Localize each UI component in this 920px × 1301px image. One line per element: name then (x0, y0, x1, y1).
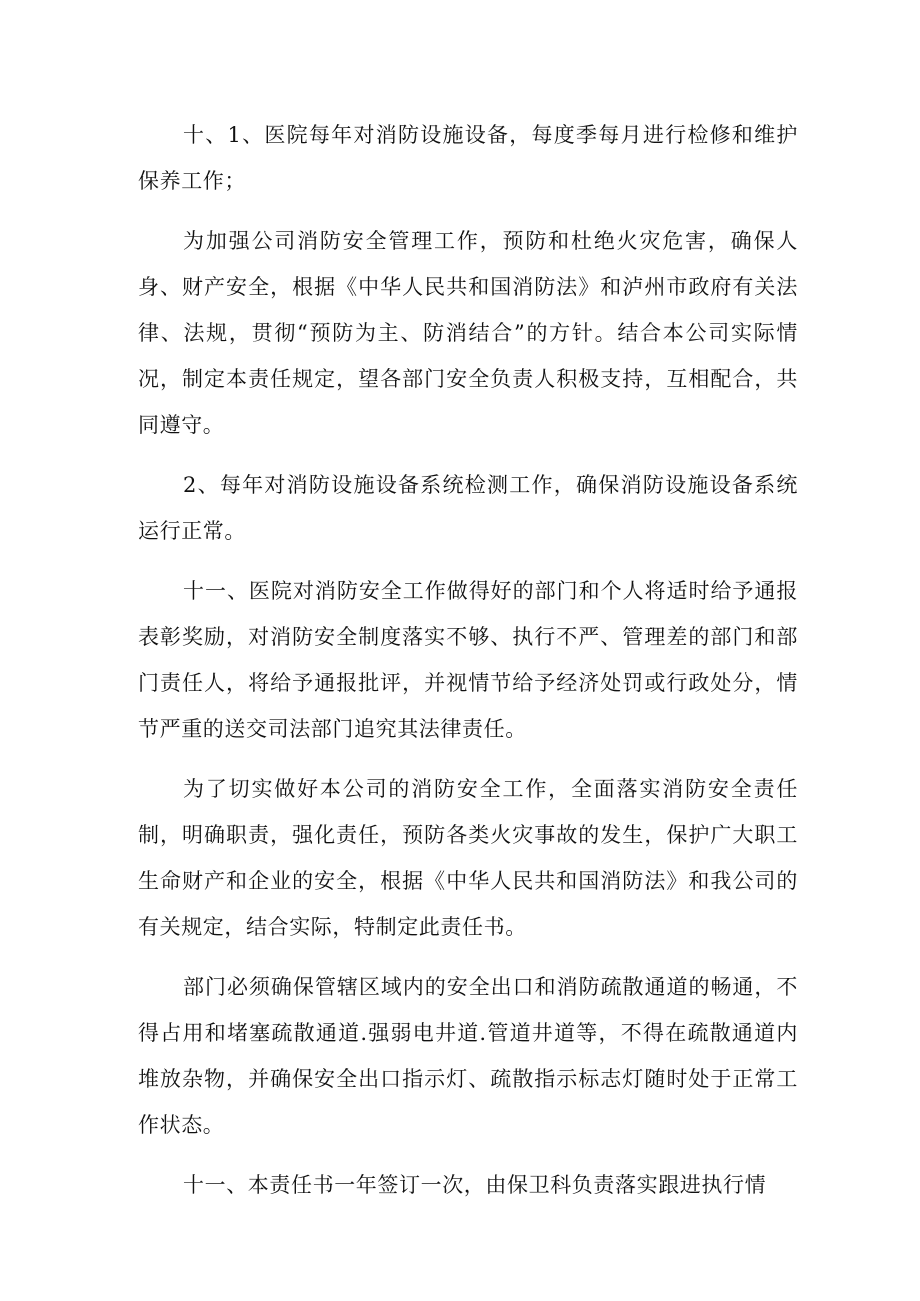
paragraph-inspection-maintenance: 十、1、医院每年对消防设施设备，每度季每月进行检修和维护保养工作； (138, 123, 798, 193)
document-body (138, 112, 798, 1222)
paragraph-evacuation-routes: 部门必须确保管辖区域内的安全出口和消防疏散通道的畅通，不得占用和堵塞疏散通道.强弱电井道.管道井道等，不得在疏散通道内堆放杂物，并确保安全出口指示灯、疏散指示标志灯随时处于正常工作状态。 (138, 975, 798, 1137)
paragraph-annual-signing: 十一、本责任书一年签订一次，由保卫科负责落实跟进执行情 (183, 1173, 767, 1197)
paragraph-rewards-penalties: 十一、医院对消防安全工作做得好的部门和个人将适时给予通报表彰奖励，对消防安全制度落实不够、执行不严、管理差的部门和部门责任人，将给予通报批评，并视情节给予经济处罚或行政处分，情节严重的送交司法部门追究其法律责任。 (138, 579, 798, 741)
paragraph-annual-testing: 2、每年对消防设施设备系统检测工作，确保消防设施设备系统运行正常。 (138, 473, 798, 543)
paragraph-purpose-statement: 为加强公司消防安全管理工作，预防和杜绝火灾危害，确保人身、财产安全，根据《中华人民共和国消防法》和泸州市政府有关法律、法规，贯彻“预防为主、防消结合”的方针。结合本公司实际情况，制定本责任规定，望各部门安全负责人积极支持，互相配合，共同遵守。 (138, 229, 798, 437)
paragraph-responsibility-purpose: 为了切实做好本公司的消防安全工作，全面落实消防安全责任制，明确职责，强化责任，预防各类火灾事故的发生，保护广大职工生命财产和企业的安全，根据《中华人民共和国消防法》和我公司的有关规定，结合实际，特制定此责任书。 (138, 777, 798, 939)
